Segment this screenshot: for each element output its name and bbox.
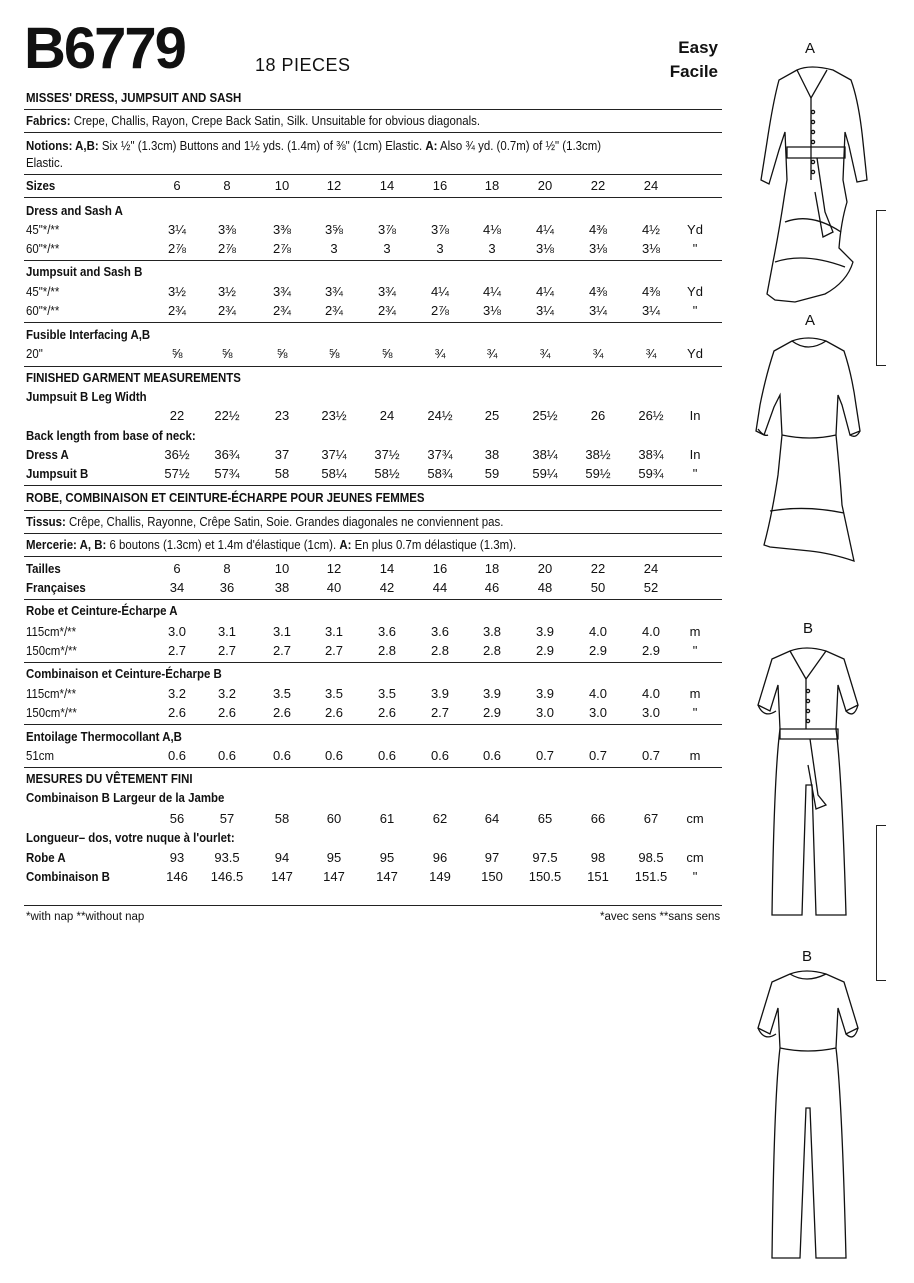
dress-45-row-cell: 3⅞ — [377, 222, 397, 237]
dress-sash-heading: Dress and Sash A — [26, 203, 123, 218]
jump-60-row-cell: 2¾ — [324, 303, 344, 318]
comb-150-row-cell: 2.6 — [377, 705, 397, 720]
jump-45-row-unit: Yd — [687, 284, 703, 299]
sizes-row-cell: 14 — [379, 178, 395, 193]
footnote-fr: *avec sens **sans sens — [600, 911, 721, 923]
fabrics-line — [26, 113, 480, 129]
back-length-heading: Back length from base of neck: — [26, 428, 196, 443]
comb-150-row-cell: 2.6 — [217, 705, 237, 720]
comb-115-row-cell: 3.5 — [272, 686, 292, 701]
dress-a-row-cell: 38¾ — [638, 447, 664, 462]
interfacing-20-row-cell: ⅝ — [381, 346, 393, 361]
robe-150-row-cell: 2.9 — [535, 643, 555, 658]
view-label-b-front: B — [802, 620, 813, 637]
comb-115-row-cell: 3.2 — [217, 686, 237, 701]
largeur-row-unit: cm — [686, 811, 704, 826]
jumpsuit-b-back-sketch — [750, 968, 870, 1268]
comb-150-row-unit: " — [692, 705, 698, 720]
notions-label: Notions: A,B: — [26, 138, 99, 153]
dress-a-row-cell: 38½ — [585, 447, 611, 462]
dress-60-row-cell: 2⅞ — [272, 241, 292, 256]
dress-45-row-cell: 4⅛ — [482, 222, 502, 237]
tailles-row-cell: 6 — [173, 561, 181, 576]
comb-150-row-label: 150cm*/** — [26, 705, 77, 720]
tissus-label: Tissus: — [26, 514, 66, 529]
jump-60-row-cell: 3⅛ — [482, 303, 502, 318]
leg-width-row-cell: 23 — [274, 408, 290, 423]
tailles-row-cell: 8 — [223, 561, 231, 576]
robe-a-row-cell: 94 — [274, 850, 290, 865]
robe-150-row-cell: 2.7 — [272, 643, 292, 658]
divider — [24, 109, 722, 110]
robe-heading: Robe et Ceinture-Écharpe A — [26, 603, 178, 618]
jump-45-row-cell: 3¾ — [272, 284, 292, 299]
jump-60-row-cell: 2¾ — [377, 303, 397, 318]
robe-115-row-cell: 3.6 — [430, 624, 450, 639]
comb-b-row-cell: 151.5 — [634, 869, 668, 884]
comb-b-row-cell: 150.5 — [528, 869, 562, 884]
fabrics-label: Fabrics: — [26, 113, 71, 128]
robe-a-row-cell: 98.5 — [638, 850, 664, 865]
comb-b-row-cell: 146 — [166, 869, 188, 884]
dress-a-row-cell: 38¼ — [532, 447, 558, 462]
divider — [24, 174, 722, 175]
jump-60-row-label: 60"*/** — [26, 303, 60, 318]
largeur-row-cell: 56 — [169, 811, 185, 826]
entoilage-51-row-cell: 0.6 — [482, 748, 502, 763]
tailles-row-cell: 18 — [484, 561, 500, 576]
comb-150-row-cell: 3.0 — [535, 705, 555, 720]
sizes-row-cell: 24 — [643, 178, 659, 193]
dress-a-front-sketch — [755, 62, 875, 312]
tailles-row-cell: 10 — [274, 561, 290, 576]
comb-150-row-cell: 2.7 — [430, 705, 450, 720]
divider — [24, 197, 722, 198]
dress-45-row-unit: Yd — [687, 222, 703, 237]
interfacing-20-row-cell: ⅝ — [221, 346, 233, 361]
comb-115-row-cell: 4.0 — [588, 686, 608, 701]
largeur-row-cell: 67 — [643, 811, 659, 826]
jump-45-row-cell: 3½ — [217, 284, 237, 299]
robe-115-row-cell: 3.6 — [377, 624, 397, 639]
dress-45-row-label: 45"*/** — [26, 222, 60, 237]
robe-115-row-cell: 3.1 — [272, 624, 292, 639]
jump-45-row-cell: 3¾ — [324, 284, 344, 299]
mercerie-line — [26, 537, 516, 553]
largeur-row-cell: 57 — [219, 811, 235, 826]
largeur-row-cell: 60 — [326, 811, 342, 826]
leg-width-row-cell: 24½ — [427, 408, 453, 423]
comb-150-row-cell: 3.0 — [641, 705, 661, 720]
tailles-row-cell: 20 — [537, 561, 553, 576]
dress-60-row-unit: " — [692, 241, 698, 256]
francaises-row-cell: 34 — [169, 580, 185, 595]
jump-60-row-cell: 2¾ — [167, 303, 187, 318]
dress-a-row-cell: 37½ — [374, 447, 400, 462]
notions-line — [26, 138, 601, 154]
dress-45-row-cell: 3⅜ — [272, 222, 292, 237]
entoilage-51-row-cell: 0.6 — [272, 748, 292, 763]
robe-115-row-unit: m — [689, 624, 701, 639]
comb-115-row-cell: 3.9 — [430, 686, 450, 701]
cut-mark-tick — [876, 210, 886, 211]
francaises-row-cell: 44 — [432, 580, 448, 595]
sizes-row-cell: 20 — [537, 178, 553, 193]
entoilage-51-row-cell: 0.7 — [641, 748, 661, 763]
largeur-row-cell: 58 — [274, 811, 290, 826]
dress-60-row-cell: 2⅞ — [167, 241, 187, 256]
francaises-row-cell: 36 — [219, 580, 235, 595]
robe-115-row-cell: 4.0 — [641, 624, 661, 639]
cut-mark-line — [876, 825, 877, 980]
jump-45-row-cell: 3¾ — [377, 284, 397, 299]
dress-45-row-cell: 3⅝ — [324, 222, 344, 237]
francaises-row-cell: 48 — [537, 580, 553, 595]
jump-60-row-cell: 3¼ — [535, 303, 555, 318]
leg-width-row-cell: 25 — [484, 408, 500, 423]
comb-115-row-cell: 3.2 — [167, 686, 187, 701]
entoilage-51-row-cell: 0.6 — [217, 748, 237, 763]
jump-45-row-cell: 3½ — [167, 284, 187, 299]
robe-150-row-cell: 2.7 — [324, 643, 344, 658]
robe-a-row-cell: 96 — [432, 850, 448, 865]
francaises-row-cell: 38 — [274, 580, 290, 595]
piece-count: 18 PIECES — [255, 55, 351, 75]
interfacing-20-row-cell: ¾ — [539, 346, 551, 361]
leg-width-row-cell: 26½ — [638, 408, 664, 423]
robe-150-row-cell: 2.7 — [167, 643, 187, 658]
dress-45-row-cell: 4½ — [641, 222, 661, 237]
divider — [24, 260, 722, 261]
mercerie-a-label: A: — [339, 537, 352, 552]
tissus-line — [26, 514, 503, 530]
entoilage-51-row-label: 51cm — [26, 748, 54, 763]
jumpsuit-b-row-cell: 57¾ — [214, 466, 240, 481]
tailles-row-cell: 22 — [590, 561, 606, 576]
largeur-row-cell: 62 — [432, 811, 448, 826]
robe-a-row-cell: 93 — [169, 850, 185, 865]
interfacing-20-row-cell: ¾ — [645, 346, 657, 361]
divider — [24, 322, 722, 323]
interfacing-heading: Fusible Interfacing A,B — [26, 327, 151, 342]
dress-60-row-cell: 3 — [488, 241, 496, 256]
mesures-heading: MESURES DU VÊTEMENT FINI — [26, 771, 193, 786]
leg-width-row-unit: In — [689, 408, 701, 423]
dress-45-row-cell: 3⅜ — [217, 222, 237, 237]
dress-a-row-cell: 37 — [274, 447, 290, 462]
robe-a-row-unit: cm — [686, 850, 704, 865]
jumpsuit-b-row-label: Jumpsuit B — [26, 466, 89, 481]
leg-width-row-cell: 24 — [379, 408, 395, 423]
jumpsuit-b-row-cell: 58¼ — [321, 466, 347, 481]
comb-150-row-cell: 2.9 — [482, 705, 502, 720]
sizes-row-cell: 16 — [432, 178, 448, 193]
leg-width-heading: Jumpsuit B Leg Width — [26, 389, 147, 404]
robe-115-row-label: 115cm*/** — [26, 624, 77, 639]
dress-60-row-cell: 3⅛ — [588, 241, 608, 256]
jump-60-row-cell: 2¾ — [272, 303, 292, 318]
largeur-row-cell: 61 — [379, 811, 395, 826]
entoilage-heading: Entoilage Thermocollant A,B — [26, 729, 182, 744]
dress-45-row-cell: 3¼ — [167, 222, 187, 237]
sizes-row-cell: 22 — [590, 178, 606, 193]
difficulty-level-fr: Facile — [669, 62, 718, 81]
leg-width-row-cell: 22½ — [214, 408, 240, 423]
robe-a-row-cell: 97.5 — [532, 850, 558, 865]
largeur-row-cell: 65 — [537, 811, 553, 826]
comb-150-row-cell: 3.0 — [588, 705, 608, 720]
cut-mark-line — [876, 210, 877, 365]
interfacing-20-row-unit: Yd — [687, 346, 703, 361]
robe-150-row-cell: 2.9 — [588, 643, 608, 658]
dress-a-row-cell: 36½ — [164, 447, 190, 462]
sizes-row-label: Sizes — [26, 178, 56, 193]
jumpsuit-b-row-cell: 58 — [274, 466, 290, 481]
jumpsuit-b-row-cell: 59 — [484, 466, 500, 481]
comb-b-row-cell: 146.5 — [210, 869, 244, 884]
comb-b-row-label: Combinaison B — [26, 869, 110, 884]
interfacing-20-row-cell: ⅝ — [328, 346, 340, 361]
comb-115-row-label: 115cm*/** — [26, 686, 77, 701]
leg-width-row-cell: 25½ — [532, 408, 558, 423]
robe-a-row-cell: 98 — [590, 850, 606, 865]
robe-115-row-cell: 3.0 — [167, 624, 187, 639]
interfacing-20-row-cell: ⅝ — [171, 346, 183, 361]
divider — [24, 556, 722, 557]
jump-60-row-cell: 2⅞ — [430, 303, 450, 318]
francaises-row-cell: 50 — [590, 580, 606, 595]
robe-150-row-cell: 2.8 — [482, 643, 502, 658]
comb-b-row-cell: 147 — [271, 869, 293, 884]
view-label-a-front: A — [804, 40, 815, 57]
dress-60-row-cell: 3 — [436, 241, 444, 256]
comb-b-row-cell: 150 — [481, 869, 503, 884]
cut-mark-tick — [876, 980, 886, 981]
notions-line-2: Elastic. — [26, 155, 63, 170]
interfacing-20-row-cell: ¾ — [486, 346, 498, 361]
jumpsuit-b-front-sketch — [750, 645, 870, 935]
mercerie-a-text: En plus 0.7m délastique (1.3m). — [354, 537, 517, 552]
jumpsuit-b-row-cell: 59½ — [585, 466, 611, 481]
jump-60-row-cell: 2¾ — [217, 303, 237, 318]
dress-45-row-cell: 3⅞ — [430, 222, 450, 237]
longueur-heading: Longueur– dos, votre nuque à l'ourlet: — [26, 830, 235, 845]
dress-60-row-cell: 3⅛ — [535, 241, 555, 256]
mercerie-text: 6 boutons (1.3cm) et 1.4m d'élastique (1cm). — [109, 537, 337, 552]
robe-150-row-label: 150cm*/** — [26, 643, 77, 658]
jump-45-row-cell: 4⅜ — [641, 284, 661, 299]
leg-width-row-cell: 22 — [169, 408, 185, 423]
jump-45-row-cell: 4¼ — [430, 284, 450, 299]
francaises-row-cell: 46 — [484, 580, 500, 595]
cut-mark-tick — [876, 365, 886, 366]
tailles-row-cell: 16 — [432, 561, 448, 576]
divider — [24, 767, 722, 768]
dress-a-row-cell: 37¼ — [321, 447, 347, 462]
robe-115-row-cell: 3.1 — [217, 624, 237, 639]
notions-text: Six ½" (1.3cm) Buttons and 1½ yds. (1.4m) of ⅜" (1cm) Elastic. — [101, 138, 423, 153]
dress-60-row-cell: 3⅛ — [641, 241, 661, 256]
tailles-row-label: Tailles — [26, 561, 61, 576]
dress-60-row-cell: 3 — [383, 241, 391, 256]
leg-width-row-cell: 23½ — [321, 408, 347, 423]
jump-45-row-cell: 4¼ — [482, 284, 502, 299]
view-label-b-back: B — [801, 948, 812, 965]
comb-150-row-cell: 2.6 — [272, 705, 292, 720]
divider — [24, 662, 722, 663]
robe-115-row-cell: 3.8 — [482, 624, 502, 639]
comb-115-row-cell: 4.0 — [641, 686, 661, 701]
interfacing-20-row-cell: ¾ — [592, 346, 604, 361]
entoilage-51-row-cell: 0.6 — [167, 748, 187, 763]
dress-a-back-sketch — [750, 335, 870, 575]
jump-45-row-label: 45"*/** — [26, 284, 60, 299]
finished-heading: FINISHED GARMENT MEASUREMENTS — [26, 370, 241, 385]
francaises-row-cell: 40 — [326, 580, 342, 595]
tailles-row-cell: 12 — [326, 561, 342, 576]
divider — [24, 599, 722, 600]
largeur-row-cell: 66 — [590, 811, 606, 826]
fabrics-text: Crepe, Challis, Rayon, Crepe Back Satin, Silk. Unsuitable for obvious diagonals. — [73, 113, 481, 128]
view-label-a-back: A — [804, 312, 815, 329]
francaises-row-label: Françaises — [26, 580, 86, 595]
comb-115-row-cell: 3.5 — [377, 686, 397, 701]
dress-a-row-cell: 37¾ — [427, 447, 453, 462]
dress-a-row-label: Dress A — [26, 447, 69, 462]
tissus-text: Crêpe, Challis, Rayonne, Crêpe Satin, Soie. Grandes diagonales ne conviennent pas. — [69, 514, 504, 529]
dress-45-row-cell: 4⅜ — [588, 222, 608, 237]
largeur-heading: Combinaison B Largeur de la Jambe — [26, 790, 225, 805]
sizes-row-cell: 12 — [326, 178, 342, 193]
jumpsuit-b-row-cell: 59¾ — [638, 466, 664, 481]
divider — [24, 510, 722, 511]
comb-150-row-cell: 2.6 — [324, 705, 344, 720]
french-title: ROBE, COMBINAISON ET CEINTURE-ÉCHARPE POUR JEUNES FEMMES — [26, 490, 425, 505]
entoilage-51-row-unit: m — [689, 748, 701, 763]
interfacing-20-row-label: 20" — [26, 346, 43, 361]
robe-a-row-cell: 93.5 — [214, 850, 240, 865]
jumpsuit-sash-heading: Jumpsuit and Sash B — [26, 264, 143, 279]
entoilage-51-row-cell: 0.6 — [324, 748, 344, 763]
notions-a-label: A: — [425, 138, 438, 153]
tailles-row-cell: 24 — [643, 561, 659, 576]
dress-45-row-cell: 4¼ — [535, 222, 555, 237]
divider — [24, 905, 722, 906]
tailles-row-cell: 14 — [379, 561, 395, 576]
francaises-row-cell: 52 — [643, 580, 659, 595]
difficulty-level-en: Easy — [678, 38, 718, 57]
dress-60-row-cell: 3 — [330, 241, 338, 256]
robe-150-row-cell: 2.9 — [641, 643, 661, 658]
comb-115-row-cell: 3.9 — [482, 686, 502, 701]
jump-60-row-cell: 3¼ — [588, 303, 608, 318]
notions-a-text: Also ¾ yd. (0.7m) of ½" (1.3cm) — [439, 138, 602, 153]
mercerie-label: Mercerie: A, B: — [26, 537, 107, 552]
divider — [24, 724, 722, 725]
comb-b-row-unit: " — [692, 869, 698, 884]
sizes-row-cell: 8 — [223, 178, 231, 193]
entoilage-51-row-cell: 0.7 — [535, 748, 555, 763]
dress-60-row-label: 60"*/** — [26, 241, 60, 256]
cut-mark-tick — [876, 825, 886, 826]
comb-b-row-cell: 147 — [323, 869, 345, 884]
english-title: MISSES' DRESS, JUMPSUIT AND SASH — [26, 90, 242, 105]
interfacing-20-row-cell: ¾ — [434, 346, 446, 361]
jump-60-row-unit: " — [692, 303, 698, 318]
robe-150-row-cell: 2.7 — [217, 643, 237, 658]
interfacing-20-row-cell: ⅝ — [276, 346, 288, 361]
robe-115-row-cell: 3.1 — [324, 624, 344, 639]
entoilage-51-row-cell: 0.6 — [430, 748, 450, 763]
leg-width-row-cell: 26 — [590, 408, 606, 423]
entoilage-51-row-cell: 0.7 — [588, 748, 608, 763]
robe-115-row-cell: 4.0 — [588, 624, 608, 639]
robe-150-row-unit: " — [692, 643, 698, 658]
robe-a-row-cell: 95 — [379, 850, 395, 865]
comb-150-row-cell: 2.6 — [167, 705, 187, 720]
entoilage-51-row-cell: 0.6 — [377, 748, 397, 763]
sizes-row-cell: 18 — [484, 178, 500, 193]
divider — [24, 132, 722, 133]
divider — [24, 533, 722, 534]
jump-45-row-cell: 4¼ — [535, 284, 555, 299]
francaises-row-cell: 42 — [379, 580, 395, 595]
comb-115-row-cell: 3.5 — [324, 686, 344, 701]
sizes-row-cell: 6 — [173, 178, 181, 193]
robe-a-row-cell: 97 — [484, 850, 500, 865]
sizes-row-cell: 10 — [274, 178, 290, 193]
pattern-number: B6779 — [24, 16, 185, 81]
robe-115-row-cell: 3.9 — [535, 624, 555, 639]
dress-a-row-cell: 36¾ — [214, 447, 240, 462]
jumpsuit-b-row-cell: 58½ — [374, 466, 400, 481]
dress-a-row-cell: 38 — [484, 447, 500, 462]
jump-45-row-cell: 4⅜ — [588, 284, 608, 299]
jumpsuit-b-row-cell: 59¼ — [532, 466, 558, 481]
comb-b-row-cell: 147 — [376, 869, 398, 884]
robe-a-row-label: Robe A — [26, 850, 66, 865]
dress-a-row-unit: In — [689, 447, 701, 462]
jumpsuit-b-row-cell: 57½ — [164, 466, 190, 481]
combinaison-heading: Combinaison et Ceinture-Écharpe B — [26, 666, 222, 681]
divider — [24, 366, 722, 367]
dress-60-row-cell: 2⅞ — [217, 241, 237, 256]
robe-150-row-cell: 2.8 — [430, 643, 450, 658]
robe-a-row-cell: 95 — [326, 850, 342, 865]
jumpsuit-b-row-cell: 58¾ — [427, 466, 453, 481]
divider — [24, 485, 722, 486]
jump-60-row-cell: 3¼ — [641, 303, 661, 318]
footnote-en: *with nap **without nap — [26, 911, 145, 923]
comb-115-row-unit: m — [689, 686, 701, 701]
jumpsuit-b-row-unit: " — [692, 466, 698, 481]
comb-b-row-cell: 149 — [429, 869, 451, 884]
comb-115-row-cell: 3.9 — [535, 686, 555, 701]
robe-150-row-cell: 2.8 — [377, 643, 397, 658]
comb-b-row-cell: 151 — [587, 869, 609, 884]
largeur-row-cell: 64 — [484, 811, 500, 826]
